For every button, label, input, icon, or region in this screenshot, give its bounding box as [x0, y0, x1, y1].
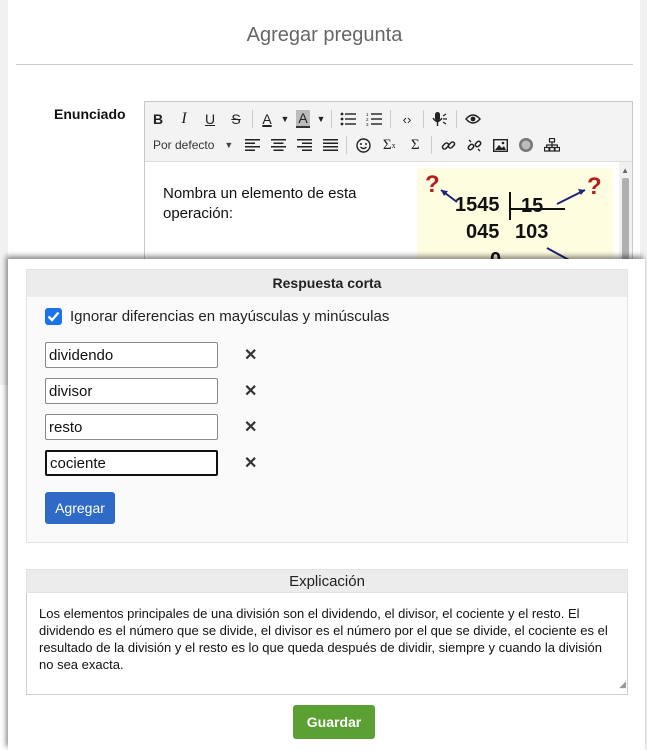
svg-text:1: 1: [366, 112, 369, 117]
answer-input-dividendo[interactable]: [45, 342, 218, 368]
scroll-up-icon[interactable]: ▲: [621, 166, 629, 175]
answer-input-cociente[interactable]: [45, 450, 218, 476]
dialog-title: Agregar pregunta: [246, 24, 403, 46]
answer-row: [45, 450, 257, 476]
bullet-list-icon[interactable]: [335, 107, 361, 131]
link-icon[interactable]: [435, 133, 461, 157]
add-answer-button[interactable]: Agregar: [45, 492, 115, 524]
numbered-list-icon[interactable]: [361, 107, 387, 131]
toolbar-separator: [252, 110, 253, 128]
unlink-icon[interactable]: [461, 133, 487, 157]
bold-button[interactable]: B: [152, 111, 164, 127]
code-icon[interactable]: ‹›: [402, 111, 412, 127]
emoji-icon[interactable]: [350, 133, 376, 157]
save-button[interactable]: Guardar: [293, 705, 375, 739]
explanation-textarea[interactable]: [26, 593, 628, 695]
remainder-row-text: 045: [466, 221, 500, 243]
enunciado-label: Enunciado: [54, 106, 126, 122]
quotient-text: 103: [515, 221, 549, 243]
align-right-icon[interactable]: [291, 133, 317, 157]
explanation-header: Explicación: [26, 569, 628, 593]
badge-icon[interactable]: [513, 133, 539, 157]
question-mark-right: ?: [587, 173, 602, 200]
explanation-text: Los elementos principales de una división son el dividendo, el divisor, el cociente y el resto. El dividendo es el número que se divide, el divisor es el número por el que se divide, el cociente es el resultado de la división y el resto es lo que queda después de dividir, siempre y cuando la división no sea exacta.: [39, 606, 608, 672]
remove-answer-icon[interactable]: ✕: [244, 455, 258, 472]
answer-row: [45, 342, 257, 368]
title-divider: [16, 64, 633, 65]
answer-input-divisor[interactable]: [45, 378, 218, 404]
checkmark-icon: [47, 311, 60, 322]
toolbar-separator: [390, 110, 391, 128]
short-answer-header: Respuesta corta: [27, 270, 627, 297]
chevron-down-icon: ▼: [224, 140, 234, 150]
dividend-text: 1545: [455, 194, 500, 216]
font-color-button[interactable]: A: [262, 111, 272, 127]
preview-eye-icon[interactable]: [460, 107, 486, 131]
font-color-caret-icon[interactable]: ▼: [280, 114, 290, 124]
toolbar-separator: [423, 110, 424, 128]
remove-answer-icon[interactable]: ✕: [244, 383, 258, 400]
sum-icon[interactable]: Σ x: [382, 136, 396, 153]
align-justify-icon[interactable]: [317, 133, 343, 157]
remove-answer-icon[interactable]: ✕: [244, 347, 258, 364]
toolbar-separator: [456, 110, 457, 128]
font-family-value: Por defecto: [153, 138, 215, 152]
dialog-left-border: [0, 0, 8, 385]
highlight-letter: A: [298, 110, 308, 126]
svg-text:2: 2: [366, 117, 369, 122]
sigma-icon[interactable]: Σ: [410, 136, 420, 153]
short-answer-box: [26, 269, 628, 543]
answer-row: [45, 414, 257, 440]
toolbar-separator: [431, 136, 432, 154]
align-left-icon[interactable]: [239, 133, 265, 157]
image-icon[interactable]: [487, 133, 513, 157]
toolbar-separator: [346, 136, 347, 154]
explanation-box: [26, 569, 628, 695]
sitemap-icon[interactable]: [539, 133, 565, 157]
font-family-select[interactable]: [145, 138, 239, 152]
toolbar-separator: [331, 110, 332, 128]
highlight-caret-icon[interactable]: ▼: [316, 114, 326, 124]
voice-icon[interactable]: [427, 107, 453, 131]
align-center-icon[interactable]: [265, 133, 291, 157]
answer-input-resto[interactable]: [45, 414, 218, 440]
underline-button[interactable]: U: [204, 111, 216, 127]
strikethrough-button[interactable]: S: [231, 111, 241, 127]
italic-button[interactable]: I: [181, 110, 187, 127]
editor-toolbar: [145, 102, 632, 162]
resize-handle-icon[interactable]: ◢: [619, 679, 626, 689]
question-text: Nombra un elemento de esta operación:: [163, 185, 357, 222]
ignore-case-label: Ignorar diferencias en mayúsculas y minúsculas: [70, 308, 390, 325]
divisor-text: 15: [521, 195, 544, 217]
ignore-case-checkbox[interactable]: [45, 308, 62, 325]
answer-panel: [8, 259, 645, 750]
question-mark-left: ?: [425, 171, 440, 198]
remove-answer-icon[interactable]: ✕: [244, 419, 258, 436]
svg-text:3: 3: [366, 122, 369, 126]
highlight-color-button[interactable]: [292, 107, 314, 131]
answer-row: [45, 378, 257, 404]
ignore-case-option[interactable]: [45, 308, 389, 325]
